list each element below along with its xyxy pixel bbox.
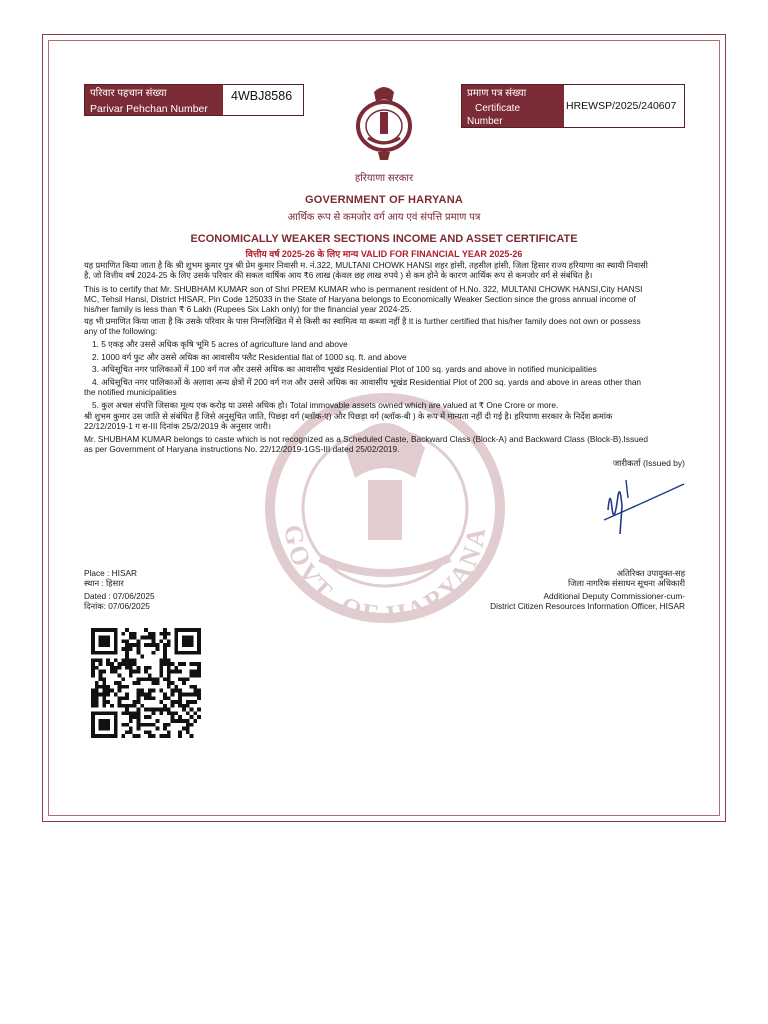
date-hindi: दिनांक: 07/06/2025 (84, 601, 150, 611)
certificate-number-label (462, 85, 564, 127)
hindi-certification-line-1: यह प्रमाणित किया जाता है कि श्री शुभम कुमार पुत्र श्री प्रेम कुमार निवासी म. नं.322, MULTANI CHOWK HANSI शहर हांसी, तहसील हांसी, जिला हिसार राज्य हरियाणा का स्थायी निवासी (84, 260, 648, 270)
place-english: Place : HISAR (84, 568, 138, 578)
asset-list-item: 2. 1000 वर्ग फुट और उससे अधिक का आवासीय फ्लैट Residential flat of 1000 sq. ft. and above (92, 352, 407, 362)
watermark-text: GOVT. OF HARYANA (278, 522, 492, 630)
further-certification-line-2: any of the following: (84, 326, 158, 336)
validity-line: वित्तीय वर्ष 2025-26 के लिए मान्य VALID FOR FINANCIAL YEAR 2025-26 (245, 249, 523, 259)
further-certification-line-1: यह भी प्रमाणित किया जाता है कि उसके परिवार के पास निम्नलिखित में से किसी का स्वामित्व या कब्जा नहीं है It is further certified that his/her family does not own or possess (84, 316, 641, 326)
certificate-number-box (461, 84, 685, 128)
officer-title-english-1: Additional Deputy Commissioner-cum- (543, 591, 685, 601)
officer-signature (596, 476, 688, 538)
english-title: ECONOMICALLY WEAKER SECTIONS INCOME AND ASSET CERTIFICATE (190, 233, 578, 245)
issued-by-label: जारीकर्ता (Issued by) (612, 458, 685, 468)
caste-english-line-1: Mr. SHUBHAM KUMAR belongs to caste which is not recognized as a Scheduled Caste, Backward Class (Block-A) and Backward Class (Block-B).Issued (84, 434, 648, 444)
caste-hindi-line-2: 22/12/2019-1 ग स-III दिनांक 25/2/2019 के अनुसार जारी। (84, 421, 272, 431)
hindi-certification-line-2: है, जो वित्तीय वर्ष 2024-25 के लिए उसके परिवार की सकल वार्षिक आय ₹6 लाख (केवल छह लाख रुपये ) से कम होने के कारण आर्थिक रूप से कमजोर वर्ग से संबंधित है। (84, 270, 593, 280)
haryana-emblem-logo (352, 82, 416, 162)
english-certification-line-2: MC, Tehsil Hansi, District HISAR, Pin Code 125033 in the State of Haryana belongs to Economically Weaker Section since the gross annual income of (84, 294, 636, 304)
parivar-pehchan-label-hindi: परिवार पहचान संख्या (90, 88, 167, 99)
date-english: Dated : 07/06/2025 (84, 591, 155, 601)
asset-list-item: 4. अधिसूचित नगर पालिकाओं के अलावा अन्य क्षेत्रों में 200 वर्ग गज और उससे अधिक का आवासीय भूखंड Residential Plot of 200 sq. yards and above in areas other than (92, 377, 642, 387)
asset-list-item: 5. कुल अचल संपत्ति जिसका मूल्य एक करोड़ या उससे अधिक हो। Total immovable assets owned which are valued at ₹ One Crore or more. (92, 400, 559, 410)
certificate-number-label-english-2: Number (467, 116, 503, 127)
qr-code[interactable] (88, 628, 204, 738)
hindi-title: आर्थिक रूप से कमजोर वर्ग आय एवं संपत्ति प्रमाण पत्र (287, 212, 481, 223)
certificate-number-value: HREWSP/2025/240607 (566, 100, 677, 112)
place-hindi: स्थान : हिसार (84, 578, 124, 588)
parivar-pehchan-value: 4WBJ8586 (231, 89, 293, 103)
caste-english-line-2: as per Government of Haryana instructions No. 22/12/2019-1GS-III dated 25/02/2019. (84, 444, 400, 454)
asset-list-item: 1. 5 एकड़ और उससे अधिक कृषि भूमि 5 acres of agriculture land and above (92, 339, 348, 349)
certificate-number-label-hindi: प्रमाण पत्र संख्या (467, 88, 527, 99)
parivar-pehchan-label (85, 85, 223, 115)
government-heading: GOVERNMENT OF HARYANA (304, 194, 463, 206)
parivar-pehchan-box (84, 84, 304, 116)
parivar-pehchan-label-english: Parivar Pehchan Number (90, 103, 208, 115)
officer-title-hindi-1: अतिरिक्त उपायुक्त-सह (616, 568, 685, 578)
english-certification-line-1: This is to certify that Mr. SHUBHAM KUMAR son of Shri PREM KUMAR who is permanent resident of H.No. 322, MULTANI CHOWK HANSI,City HANSI (84, 284, 643, 294)
haryana-sarkar-heading: हरियाणा सरकार (354, 173, 414, 184)
asset-list-item-continuation: the notified municipalities (84, 387, 177, 397)
certificate-number-label-english-1: Certificate (475, 103, 521, 114)
officer-title-english-2: District Citizen Resources Information Officer, HISAR (490, 601, 685, 611)
english-certification-line-3: his/her family is less than ₹ 6 Lakh (Rupees Six Lakh only) for the financial year 2024-25. (84, 304, 412, 314)
asset-list-item: 3. अधिसूचित नगर पालिकाओं में 100 वर्ग गज और उससे अधिक का आवासीय भूखंड Residential Plot of 100 sq. yards and above in notified municipalities (92, 364, 597, 374)
caste-hindi-line-1: श्री शुभम कुमार उस जाति से संबंधित हैं जिसे अनुसूचित जाति, पिछड़ा वर्ग (ब्लॉक-ए) और पिछड़ा वर्ग (ब्लॉक-बी ) के रूप में मान्यता नहीं दी गई है। हरियाणा सरकार के निर्देश क्रमांक (84, 411, 613, 421)
officer-title-hindi-2: जिला नागरिक संसाधन सूचना अधिकारी (568, 578, 685, 588)
